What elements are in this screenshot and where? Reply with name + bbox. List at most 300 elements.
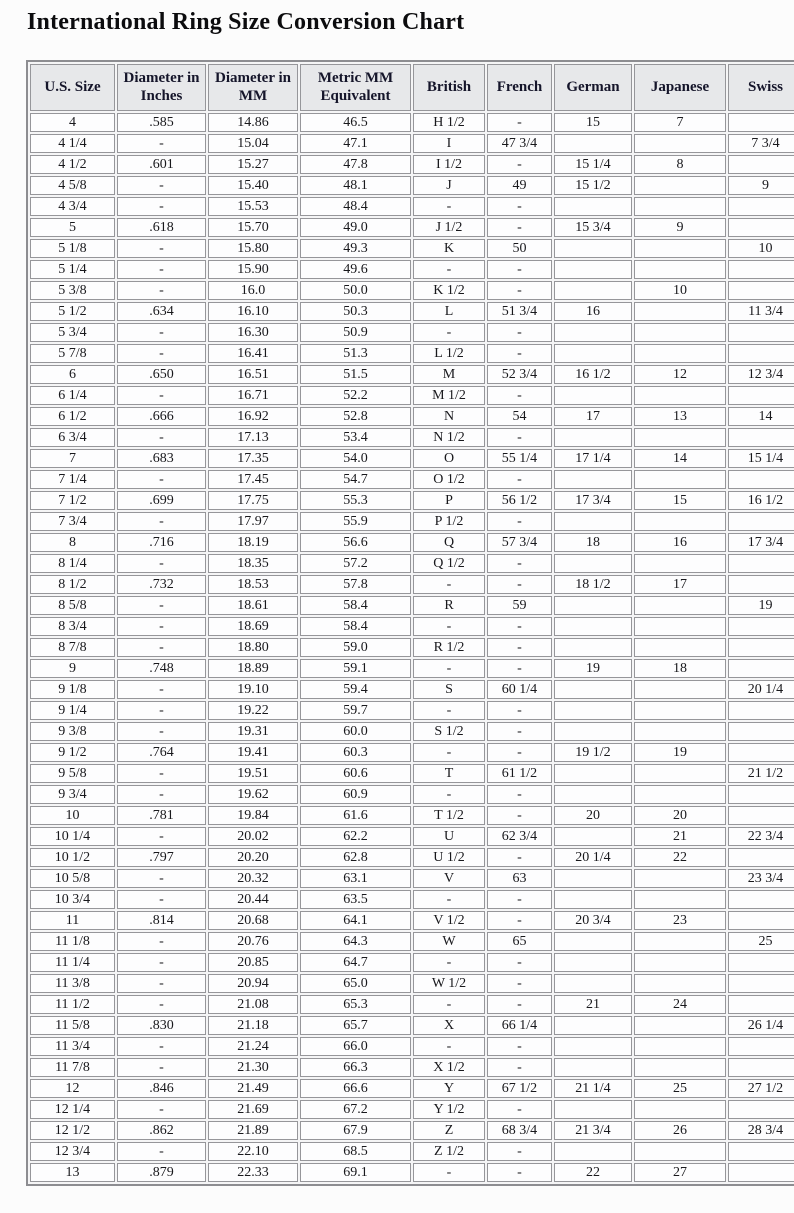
table-cell: - [117,932,206,951]
table-row [30,197,794,216]
table-cell: - [487,1058,552,1077]
table-cell: Q [413,533,485,552]
table-cell: - [117,785,206,804]
table-cell [634,197,726,216]
table-cell: 16.41 [208,344,298,363]
table-cell: - [487,659,552,678]
table-cell: 64.3 [300,932,411,951]
table-row [30,995,794,1014]
table-cell [554,323,632,342]
table-cell: 23 3/4 [728,869,794,888]
table-cell: - [487,890,552,909]
table-cell: 15 [554,113,632,132]
table-cell: Z 1/2 [413,1142,485,1161]
table-cell: 19 [554,659,632,678]
table-cell: - [487,1163,552,1182]
table-row [30,365,794,384]
table-cell: J [413,176,485,195]
table-cell: 15 3/4 [554,218,632,237]
table-cell [554,470,632,489]
table-cell [634,1142,726,1161]
table-cell: 19.10 [208,680,298,699]
table-cell: 20.76 [208,932,298,951]
table-cell: 15.40 [208,176,298,195]
table-row [30,386,794,405]
table-cell: - [487,155,552,174]
table-cell: 4 3/4 [30,197,115,216]
table-row [30,1100,794,1119]
table-cell [634,722,726,741]
table-cell: 19.84 [208,806,298,825]
table-cell: 15 1/2 [554,176,632,195]
table-cell [554,722,632,741]
table-cell: 18.89 [208,659,298,678]
table-cell: - [117,722,206,741]
table-cell: 61 1/2 [487,764,552,783]
table-cell [728,911,794,930]
table-cell [634,680,726,699]
table-cell: 14.86 [208,113,298,132]
column-header-us-size: U.S. Size [30,64,115,111]
table-cell [634,1016,726,1035]
table-cell: - [117,701,206,720]
table-cell: - [487,554,552,573]
table-cell: 8 1/4 [30,554,115,573]
table-cell [728,974,794,993]
table-row [30,953,794,972]
table-cell: K [413,239,485,258]
table-cell: - [487,218,552,237]
table-cell: 5 3/4 [30,323,115,342]
table-cell: 7 3/4 [728,134,794,153]
table-cell: 59.1 [300,659,411,678]
table-cell: 9 [30,659,115,678]
table-cell: 59.0 [300,638,411,657]
table-cell: 18.80 [208,638,298,657]
table-cell: - [487,113,552,132]
table-row [30,428,794,447]
table-cell: 12 1/2 [30,1121,115,1140]
table-cell: 22 [634,848,726,867]
table-cell: 15 1/4 [554,155,632,174]
table-cell: - [117,596,206,615]
table-cell: W [413,932,485,951]
table-cell: 51.3 [300,344,411,363]
table-cell: - [117,638,206,657]
table-cell: - [487,512,552,531]
table-cell: T 1/2 [413,806,485,825]
table-cell [728,722,794,741]
table-cell [554,638,632,657]
table-cell [634,869,726,888]
table-row [30,449,794,468]
table-cell: 59.4 [300,680,411,699]
table-cell: 19 [728,596,794,615]
table-cell: 9 3/4 [30,785,115,804]
table-cell [554,386,632,405]
table-cell: 18.61 [208,596,298,615]
table-row [30,344,794,363]
table-cell: - [117,827,206,846]
table-row [30,701,794,720]
table-cell [728,953,794,972]
table-cell: - [117,239,206,258]
table-cell: - [117,869,206,888]
table-cell: - [413,323,485,342]
table-row [30,554,794,573]
table-row [30,1079,794,1098]
table-cell: 53.4 [300,428,411,447]
table-cell [728,1163,794,1182]
table-row [30,680,794,699]
table-cell [728,1142,794,1161]
table-cell: 15 1/4 [728,449,794,468]
table-cell: 9 1/2 [30,743,115,762]
table-cell [728,1058,794,1077]
table-cell: - [413,197,485,216]
table-cell: 60.6 [300,764,411,783]
table-cell [634,953,726,972]
table-cell [728,806,794,825]
table-cell: 16.0 [208,281,298,300]
table-cell: 21.18 [208,1016,298,1035]
table-cell [634,785,726,804]
table-cell [554,1058,632,1077]
table-cell: 60.0 [300,722,411,741]
table-cell: 28 3/4 [728,1121,794,1140]
table-cell: 62.8 [300,848,411,867]
table-cell [554,680,632,699]
table-cell: Z [413,1121,485,1140]
table-cell: 20 1/4 [728,680,794,699]
table-cell: .683 [117,449,206,468]
table-cell: 48.1 [300,176,411,195]
table-cell: H 1/2 [413,113,485,132]
table-cell: 26 [634,1121,726,1140]
table-cell: 22.33 [208,1163,298,1182]
table-cell: 55.3 [300,491,411,510]
table-cell: 20.32 [208,869,298,888]
table-cell: 9 1/4 [30,701,115,720]
table-cell [728,197,794,216]
table-cell: 50.9 [300,323,411,342]
table-row [30,743,794,762]
table-cell [634,764,726,783]
table-cell: 11 1/8 [30,932,115,951]
table-row [30,785,794,804]
table-cell [634,932,726,951]
table-cell: 8 1/2 [30,575,115,594]
table-cell: .781 [117,806,206,825]
table-cell: 57 3/4 [487,533,552,552]
table-cell: 8 3/4 [30,617,115,636]
table-cell: 4 1/2 [30,155,115,174]
table-cell: .601 [117,155,206,174]
table-cell: 52.8 [300,407,411,426]
table-cell: - [117,1037,206,1056]
table-cell: 11 1/4 [30,953,115,972]
table-cell: 20 [554,806,632,825]
table-cell: 65.0 [300,974,411,993]
table-cell: 17.13 [208,428,298,447]
column-header-french: French [487,64,552,111]
table-cell: 12 3/4 [728,365,794,384]
table-cell: 60.9 [300,785,411,804]
table-cell: .846 [117,1079,206,1098]
table-cell: 16 1/2 [554,365,632,384]
table-cell: 12 3/4 [30,1142,115,1161]
table-cell: 66.3 [300,1058,411,1077]
table-cell: 47 3/4 [487,134,552,153]
table-cell: 15.53 [208,197,298,216]
table-cell: 19.22 [208,701,298,720]
table-cell: 52 3/4 [487,365,552,384]
table-cell [728,1037,794,1056]
table-cell [634,638,726,657]
table-cell [728,113,794,132]
table-cell: 46.5 [300,113,411,132]
table-cell: .666 [117,407,206,426]
table-row [30,176,794,195]
table-cell [634,890,726,909]
table-cell: 17 [554,407,632,426]
table-row [30,260,794,279]
table-cell: - [117,134,206,153]
table-cell: 7 1/4 [30,470,115,489]
ring-size-conversion-table [26,60,794,1186]
table-cell [634,239,726,258]
table-cell: 66.6 [300,1079,411,1098]
table-cell: 47.8 [300,155,411,174]
table-cell: 21.24 [208,1037,298,1056]
table-cell: - [487,1037,552,1056]
table-cell: - [117,428,206,447]
table-cell: 22 [554,1163,632,1182]
table-row [30,617,794,636]
table-cell: 20.85 [208,953,298,972]
table-cell: 10 1/4 [30,827,115,846]
table-cell: 18 [554,533,632,552]
table-cell: .748 [117,659,206,678]
table-cell: 54.0 [300,449,411,468]
table-cell: 13 [30,1163,115,1182]
table-row [30,134,794,153]
table-cell: 21.30 [208,1058,298,1077]
column-header-japanese: Japanese [634,64,726,111]
table-cell [728,890,794,909]
table-cell: 51.5 [300,365,411,384]
table-cell: - [487,344,552,363]
table-cell: 64.7 [300,953,411,972]
table-cell [634,1037,726,1056]
table-cell: 4 [30,113,115,132]
table-cell [634,176,726,195]
table-cell: 8 5/8 [30,596,115,615]
table-cell: 5 7/8 [30,344,115,363]
table-cell: 16 [634,533,726,552]
table-cell: 24 [634,995,726,1014]
table-cell: 49 [487,176,552,195]
table-row [30,848,794,867]
table-cell: - [487,260,552,279]
table-cell [728,260,794,279]
table-cell: 58.4 [300,617,411,636]
table-cell: 12 [634,365,726,384]
table-cell: 7 [634,113,726,132]
table-cell: 10 [634,281,726,300]
table-cell: .797 [117,848,206,867]
column-header-swiss: Swiss [728,64,794,111]
table-row [30,512,794,531]
table-header-row [30,64,794,111]
table-cell: - [413,659,485,678]
table-cell [554,785,632,804]
table-cell: 11 1/2 [30,995,115,1014]
table-cell: - [413,260,485,279]
table-cell: - [487,197,552,216]
table-cell: - [487,953,552,972]
table-cell [728,155,794,174]
table-cell [634,428,726,447]
table-cell: 63 [487,869,552,888]
column-header-diameter-inches: Diameter in Inches [117,64,206,111]
table-cell: 15 [634,491,726,510]
table-cell: 17 3/4 [554,491,632,510]
table-cell: .699 [117,491,206,510]
table-cell: 19 1/2 [554,743,632,762]
table-cell [634,323,726,342]
table-cell: 16.30 [208,323,298,342]
table-cell: 60 1/4 [487,680,552,699]
table-cell: 66 1/4 [487,1016,552,1035]
table-cell [728,218,794,237]
table-cell [728,785,794,804]
table-cell [728,743,794,762]
column-header-diameter-mm: Diameter in MM [208,64,298,111]
table-cell: 62 3/4 [487,827,552,846]
table-cell: - [413,1037,485,1056]
table-cell: 16.71 [208,386,298,405]
table-cell [634,554,726,573]
table-cell: - [117,680,206,699]
table-cell [634,134,726,153]
table-cell: O 1/2 [413,470,485,489]
table-cell: - [487,386,552,405]
table-cell: - [487,848,552,867]
table-row [30,932,794,951]
table-cell: - [117,890,206,909]
table-cell: 20 3/4 [554,911,632,930]
table-cell: 15.04 [208,134,298,153]
table-cell: 17.45 [208,470,298,489]
table-cell: Y 1/2 [413,1100,485,1119]
table-cell [554,512,632,531]
column-header-metric-mm: Metric MM Equivalent [300,64,411,111]
table-cell: 14 [634,449,726,468]
table-cell [554,281,632,300]
table-cell: 20.68 [208,911,298,930]
table-row [30,1016,794,1035]
table-cell: - [117,1142,206,1161]
table-cell: 57.8 [300,575,411,594]
table-row [30,806,794,825]
table-cell [634,701,726,720]
table-cell: 16.92 [208,407,298,426]
table-cell: 21 1/2 [728,764,794,783]
table-cell: - [487,701,552,720]
table-cell [728,575,794,594]
table-cell [554,260,632,279]
table-cell: 11 3/8 [30,974,115,993]
table-cell: 49.0 [300,218,411,237]
table-cell: - [487,911,552,930]
table-cell: 21.89 [208,1121,298,1140]
table-cell: - [117,176,206,195]
table-cell: O [413,449,485,468]
table-row [30,764,794,783]
table-cell [634,260,726,279]
table-cell [554,932,632,951]
table-cell: 8 [634,155,726,174]
table-cell: 16 [554,302,632,321]
table-row [30,869,794,888]
table-cell: - [413,1163,485,1182]
table-cell: - [117,512,206,531]
table-row [30,827,794,846]
table-row [30,323,794,342]
table-cell: - [413,890,485,909]
table-cell: 17.75 [208,491,298,510]
table-cell: 49.3 [300,239,411,258]
table-cell: 68.5 [300,1142,411,1161]
table-cell: Y [413,1079,485,1098]
table-row [30,1037,794,1056]
table-cell: 6 [30,365,115,384]
table-cell: 8 [30,533,115,552]
table-cell: J 1/2 [413,218,485,237]
table-cell [728,323,794,342]
table-cell: - [413,701,485,720]
table-cell [554,1037,632,1056]
table-cell: - [117,386,206,405]
table-cell: 56 1/2 [487,491,552,510]
table-cell: - [487,995,552,1014]
table-cell: 64.1 [300,911,411,930]
table-cell: U 1/2 [413,848,485,867]
table-cell: - [413,953,485,972]
table-cell: Q 1/2 [413,554,485,573]
table-cell: 20.44 [208,890,298,909]
table-row [30,113,794,132]
table-row [30,1121,794,1140]
table-cell: L 1/2 [413,344,485,363]
table-cell [554,134,632,153]
table-cell: W 1/2 [413,974,485,993]
table-row [30,1163,794,1182]
table-cell: 17 [634,575,726,594]
table-cell: - [117,344,206,363]
table-cell: - [117,953,206,972]
table-cell [554,554,632,573]
table-cell: - [413,575,485,594]
table-cell: 23 [634,911,726,930]
table-cell [634,512,726,531]
table-cell: 7 [30,449,115,468]
table-cell: .650 [117,365,206,384]
table-cell: 18.35 [208,554,298,573]
table-cell [554,764,632,783]
table-cell: 11 5/8 [30,1016,115,1035]
